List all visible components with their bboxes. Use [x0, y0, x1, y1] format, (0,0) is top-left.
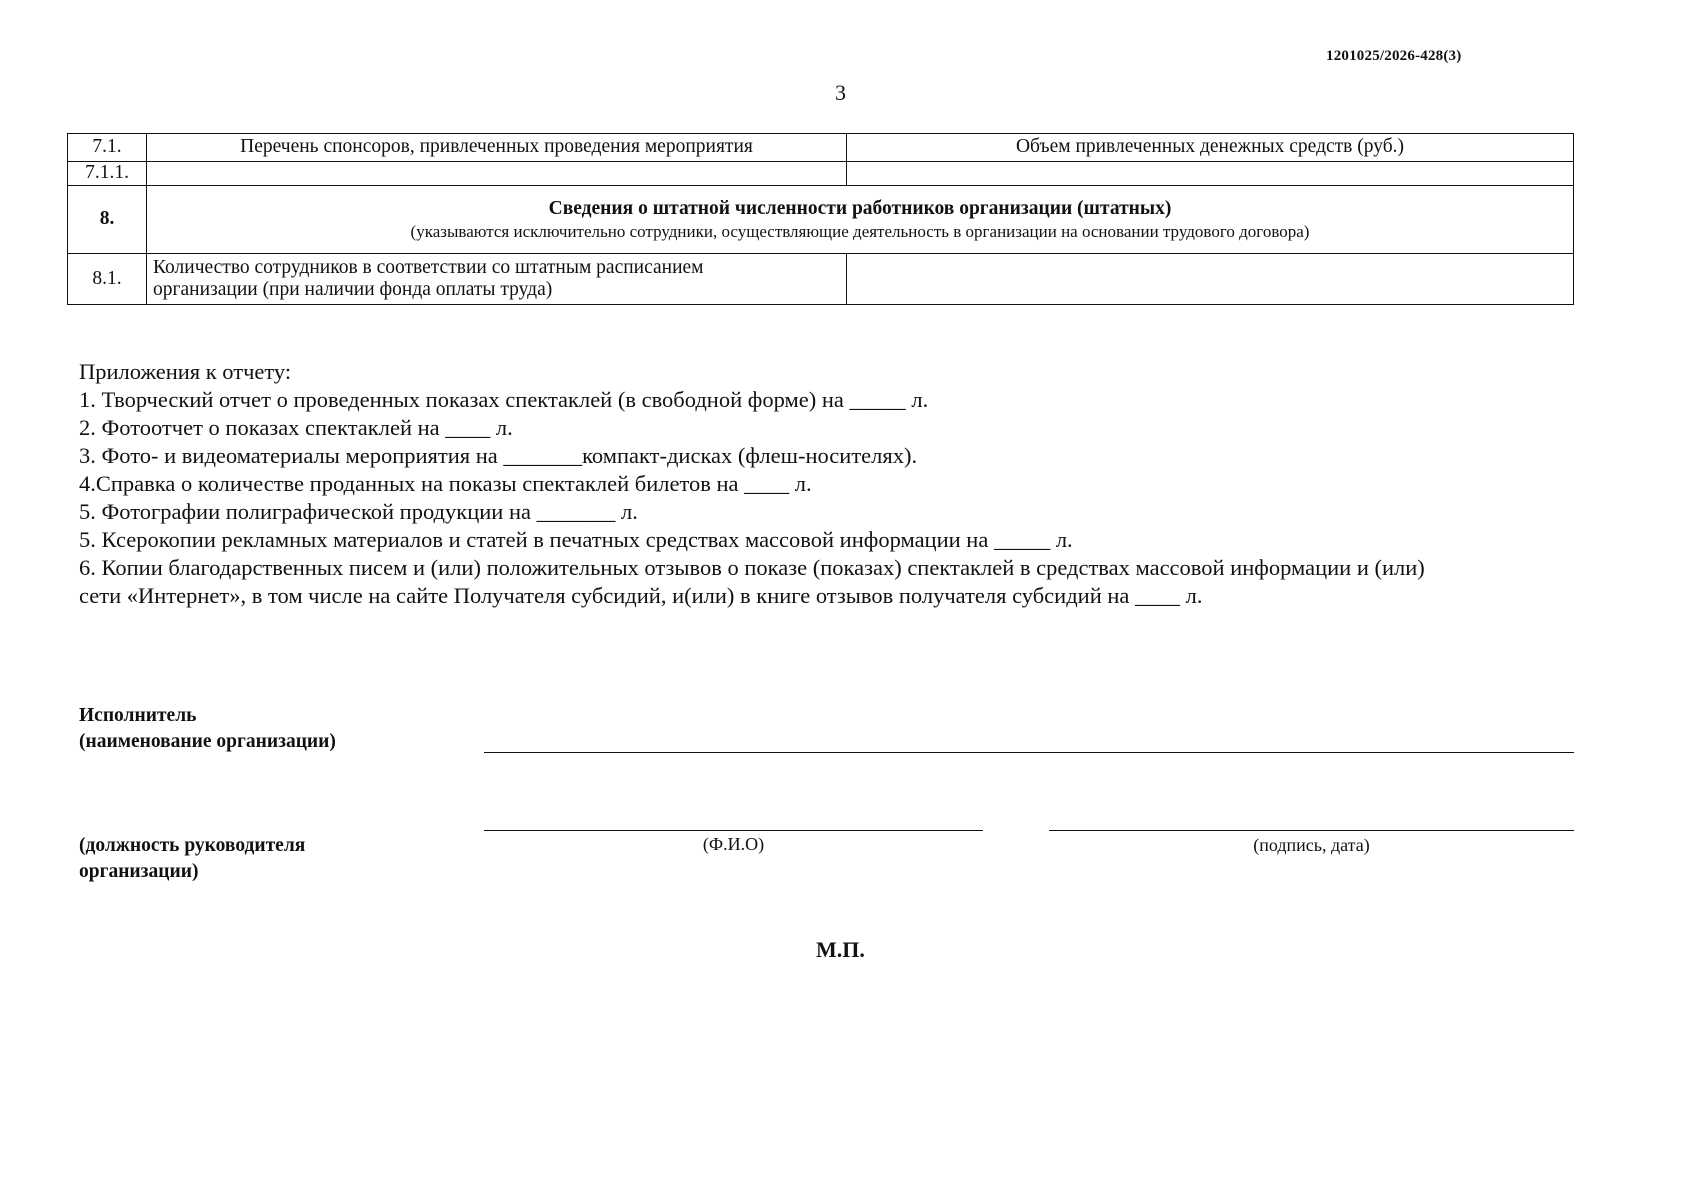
signature-date-caption: (подпись, дата): [1253, 835, 1370, 855]
section-title: Сведения о штатной численности работников организации (штатных): [548, 197, 1172, 219]
fio-line: [484, 830, 983, 831]
executor-subtitle: (наименование организации): [79, 731, 336, 752]
table-row: [68, 254, 1574, 305]
section-header: [147, 186, 1574, 254]
staff-count-label: [147, 254, 847, 305]
signature-line: [1049, 830, 1574, 831]
list-item: 5. Ксерокопии рекламных материалов и статей в печатных средствах массовой информации на _____ л.: [79, 527, 1073, 552]
head-position-line: организации): [79, 861, 199, 882]
list-item: 3. Фото- и видеоматериалы мероприятия на _______компакт-дисках (флеш-носителях).: [79, 443, 918, 468]
page-number: 3: [835, 80, 846, 105]
sponsors-list-header: Перечень спонсоров, привлеченных проведения мероприятия: [147, 134, 847, 162]
list-item: 4.Справка о количестве проданных на показы спектаклей билетов на ____ л.: [79, 471, 812, 496]
sponsor-name-cell: [147, 162, 847, 186]
executor-label: [79, 703, 336, 755]
head-position-label: [79, 833, 305, 885]
row-number: 7.1.: [68, 134, 147, 162]
executor-title: Исполнитель: [79, 705, 197, 726]
staff-count-value: [847, 254, 1574, 305]
row-number: 8.1.: [68, 254, 147, 305]
staff-count-label-line: организации (при наличии фонда оплаты труда): [153, 279, 553, 300]
list-item: 2. Фотоотчет о показах спектаклей на ____ л.: [79, 415, 513, 440]
section-number: 8.: [68, 186, 147, 254]
table-row: [68, 186, 1574, 254]
section-note: (указываются исключительно сотрудники, осуществляющие деятельность в организации на основании трудового договора): [410, 221, 1310, 241]
stamp-place: М.П.: [816, 937, 865, 962]
funds-volume-header: Объем привлеченных денежных средств (руб.): [847, 134, 1574, 162]
organization-name-line: [484, 752, 1574, 753]
table-row: [68, 162, 1574, 186]
list-item: сети «Интернет», в том числе на сайте Получателя субсидий, и(или) в книге отзывов получателя субсидий на ____ л.: [79, 583, 1203, 608]
report-table: [67, 133, 1574, 305]
list-item: 6. Копии благодарственных писем и (или) положительных отзывов о показе (показах) спектаклей в средствах массовой информации и (или): [79, 555, 1425, 580]
list-item: 1. Творческий отчет о проведенных показах спектаклей (в свободной форме) на _____ л.: [79, 387, 929, 412]
table-row: [68, 134, 1574, 162]
fio-caption: (Ф.И.О): [702, 834, 765, 854]
document-id: 1201025/2026-428(3): [1326, 48, 1462, 64]
staff-count-label-line: Количество сотрудников в соответствии со штатным расписанием: [153, 256, 704, 278]
head-position-line: (должность руководителя: [79, 835, 306, 856]
attachments-list: [79, 358, 1579, 610]
row-number: 7.1.1.: [68, 162, 147, 186]
funds-amount-cell: [847, 162, 1574, 186]
list-item: 5. Фотографии полиграфической продукции на _______ л.: [79, 499, 638, 524]
attachments-heading: Приложения к отчету:: [79, 359, 292, 384]
